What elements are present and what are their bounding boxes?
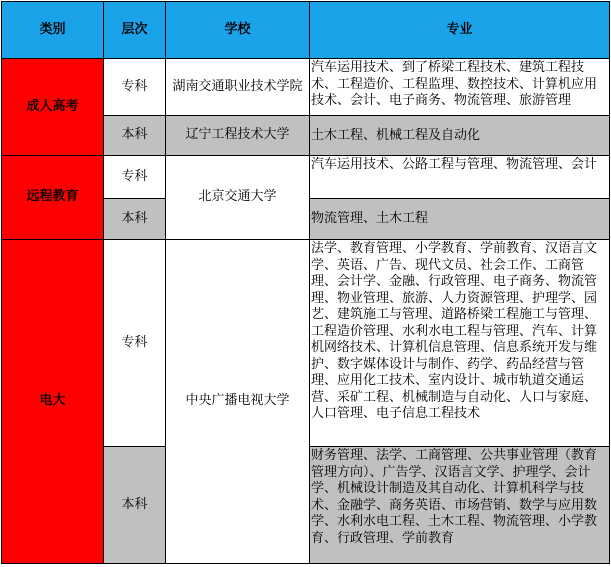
category-cell: 远程教育 [2, 156, 104, 240]
table-row [2, 240, 610, 447]
header-major: 专业 [310, 2, 610, 59]
header-category: 类别 [2, 2, 104, 59]
major-cell: 汽车运用技术、公路工程与管理、物流管理、会计 [310, 156, 610, 199]
header-row [2, 2, 610, 59]
header-level: 层次 [104, 2, 166, 59]
level-cell: 本科 [104, 447, 166, 564]
table-row [2, 156, 610, 199]
level-cell: 专科 [104, 156, 166, 199]
major-cell: 土木工程、机械工程及自动化 [310, 116, 610, 156]
table-row [2, 59, 610, 116]
level-cell: 本科 [104, 199, 166, 240]
school-cell: 湖南交通职业技术学院 [166, 59, 310, 116]
major-cell: 财务管理、法学、工商管理、公共事业管理（教育管理方向）、广告学、汉语言文学、护理学、会计学、机械设计制造及其自动化、计算机科学与技术、金融学、商务英语、市场营销、数学与应用数学、水利水电工程、土木工程、物流管理、小学教育、行政管理、学前教育 [310, 447, 610, 564]
level-cell: 专科 [104, 240, 166, 447]
program-table [1, 1, 610, 564]
school-cell: 北京交通大学 [166, 156, 310, 240]
category-cell: 电大 [2, 240, 104, 564]
header-school: 学校 [166, 2, 310, 59]
major-cell: 物流管理、土木工程 [310, 199, 610, 240]
level-cell: 本科 [104, 116, 166, 156]
major-cell: 法学、教育管理、小学教育、学前教育、汉语言文学、英语、广告、现代文员、社会工作、工商管理、会计学、金融、行政管理、电子商务、物流管理、物业管理、旅游、人力资源管理、护理学、园艺、建筑施工与管理、道路桥梁工程施工与管理、工程造价管理、水利水电工程与管理、汽车、计算机网络技术、计算机信息管理、信息系统开发与维护、数字媒体设计与制作、药学、药品经营与管理、应用化工技术、室内设计、城市轨道交通运营、采矿工程、机械制造与自动化、人口与家庭、人口管理、电子信息工程技术 [310, 240, 610, 447]
category-cell: 成人高考 [2, 59, 104, 156]
level-cell: 专科 [104, 59, 166, 116]
school-cell: 中央广播电视大学 [166, 240, 310, 564]
major-cell: 汽车运用技术、到了桥梁工程技术、建筑工程技术、工程造价、工程监理、数控技术、计算机应用技术、会计、电子商务、物流管理、旅游管理 [310, 59, 610, 116]
school-cell: 辽宁工程技术大学 [166, 116, 310, 156]
